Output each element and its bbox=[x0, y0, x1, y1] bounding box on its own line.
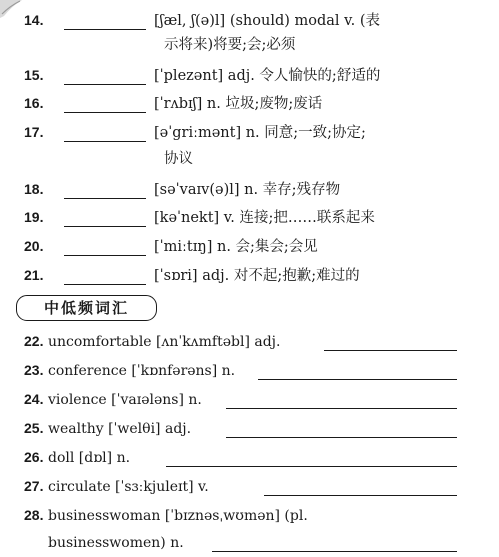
entry-definition: [ˈrʌbɪʃ] n. 垃圾;废物;废话 bbox=[154, 96, 323, 112]
entry-definition: [əˈgriːmənt] n. 同意;一致;协定; bbox=[154, 125, 366, 141]
entry-number: 17. bbox=[24, 124, 44, 140]
entry-number: 23. bbox=[24, 362, 44, 378]
answer-blank-24[interactable] bbox=[226, 408, 457, 409]
vocab-entry-16 bbox=[0, 92, 499, 118]
entry-number: 24. bbox=[24, 391, 44, 407]
entry-number: 25. bbox=[24, 420, 44, 436]
entry-number: 21. bbox=[24, 267, 44, 283]
vocab-entry-25 bbox=[0, 417, 499, 443]
entry-definition: [ˈplezənt] adj. 令人愉快的;舒适的 bbox=[154, 68, 381, 84]
entry-definition: [kəˈnekt] v. 连接;把……联系起来 bbox=[154, 210, 375, 226]
entry-definition-continued-14: 示将来)将要;会;必须 bbox=[164, 37, 296, 53]
entry-word-continued: businesswomen) n. bbox=[48, 535, 184, 551]
vocab-entry-21 bbox=[0, 264, 499, 290]
entry-word: uncomfortable [ʌnˈkʌmftəbl] adj. bbox=[48, 334, 281, 350]
entry-word: conference [ˈkɒnfərəns] n. bbox=[48, 363, 236, 379]
entry-word: businesswoman [ˈbɪznəsˌwʊmən] (pl. bbox=[48, 508, 308, 524]
answer-blank-18[interactable] bbox=[64, 198, 146, 199]
entry-number: 18. bbox=[24, 181, 44, 197]
answer-blank-19[interactable] bbox=[64, 226, 146, 227]
entry-number: 16. bbox=[24, 95, 44, 111]
entry-definition: [ˈmiːtɪŋ] n. 会;集会;会见 bbox=[154, 239, 318, 255]
answer-blank-20[interactable] bbox=[64, 255, 146, 256]
entry-word: circulate [ˈsɜːkjuleɪt] v. bbox=[48, 479, 209, 495]
answer-blank-26[interactable] bbox=[166, 466, 457, 467]
vocab-entry-23 bbox=[0, 359, 499, 385]
entry-definition: [ˈsɒri] adj. 对不起;抱歉;难过的 bbox=[154, 268, 360, 284]
vocab-entry-28 bbox=[0, 504, 499, 530]
vocab-entry-17 bbox=[0, 121, 499, 147]
answer-blank-17[interactable] bbox=[64, 141, 146, 142]
vocab-entry-26 bbox=[0, 446, 499, 472]
entry-number: 19. bbox=[24, 209, 44, 225]
entry-number: 28. bbox=[24, 507, 44, 523]
section-badge-mid-low-frequency: 中低频词汇 bbox=[16, 295, 157, 321]
answer-blank-14[interactable] bbox=[64, 29, 146, 30]
entry-definition: [ʃæl, ʃ(ə)l] (should) modal v. (表 bbox=[154, 13, 381, 29]
vocab-entry-14 bbox=[0, 9, 499, 35]
vocab-entry-19 bbox=[0, 206, 499, 232]
answer-blank-16[interactable] bbox=[64, 112, 146, 113]
vocab-entry-22 bbox=[0, 330, 499, 356]
answer-blank-28[interactable] bbox=[212, 551, 457, 552]
entry-number: 22. bbox=[24, 333, 44, 349]
vocab-entry-20 bbox=[0, 235, 499, 261]
vocab-entry-15 bbox=[0, 64, 499, 90]
vocab-entry-24 bbox=[0, 388, 499, 414]
entry-number: 26. bbox=[24, 449, 44, 465]
entry-definition: [səˈvaɪv(ə)l] n. 幸存;残存物 bbox=[154, 182, 341, 198]
entry-number: 27. bbox=[24, 478, 44, 494]
answer-blank-23[interactable] bbox=[258, 379, 457, 380]
answer-blank-15[interactable] bbox=[64, 84, 146, 85]
vocab-entry-27 bbox=[0, 475, 499, 501]
entry-word: doll [dɒl] n. bbox=[48, 450, 131, 466]
entry-definition-continued-17: 协议 bbox=[164, 151, 193, 167]
answer-blank-21[interactable] bbox=[64, 284, 146, 285]
entry-number: 20. bbox=[24, 238, 44, 254]
entry-word: violence [ˈvaɪələns] n. bbox=[48, 392, 202, 408]
answer-blank-25[interactable] bbox=[226, 437, 457, 438]
entry-word: wealthy [ˈwelθi] adj. bbox=[48, 421, 192, 437]
answer-blank-22[interactable] bbox=[324, 350, 457, 351]
answer-blank-27[interactable] bbox=[264, 495, 457, 496]
entry-number: 15. bbox=[24, 67, 44, 83]
entry-number: 14. bbox=[24, 12, 44, 28]
vocab-entry-18 bbox=[0, 178, 499, 204]
vocab-entry-28-continued bbox=[0, 531, 499, 557]
